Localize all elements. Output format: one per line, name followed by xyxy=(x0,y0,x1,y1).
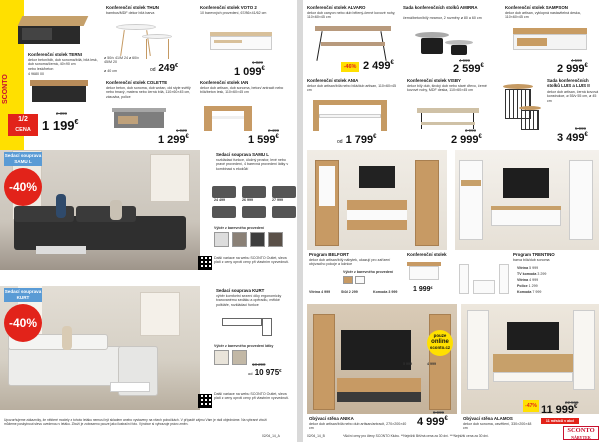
alvaro-price-value: 2 499 xyxy=(363,60,391,72)
kurt-badge xyxy=(4,288,42,302)
kurt-price-value: 10 975 xyxy=(254,368,280,377)
alamos-room-photo xyxy=(461,304,599,414)
anika-price-unit: € xyxy=(444,416,448,422)
amirra-price-unit: € xyxy=(480,63,484,69)
ian-price xyxy=(248,134,279,146)
luis-desc: dekor dub artisan, černá kovová konstrukce, ø 55/v 55 cm, ø 45 cm xyxy=(547,90,599,103)
amirra-price xyxy=(453,63,484,75)
voto-table-image xyxy=(210,24,280,58)
alamos-note-badge: 11 měsíců v akci xyxy=(541,418,579,424)
trentino-item-3-price: 4 999 xyxy=(529,278,539,282)
sampson-price-value: 2 999 xyxy=(557,63,585,75)
kurt-old-price: 18 290 xyxy=(252,362,266,367)
sampson-table-image xyxy=(513,28,587,54)
trentino-item-2 xyxy=(517,272,546,276)
belfort-side-price-unit: € xyxy=(430,286,433,290)
trentino-item-4-price: 1 299 xyxy=(528,284,538,288)
voto-price-value: 1 099 xyxy=(234,66,262,78)
anika-price xyxy=(417,416,448,428)
alamos-title: Obývací stěna ALAMOS xyxy=(463,416,513,421)
voto-title: Konferenční stolek VOTO 2 xyxy=(200,5,257,10)
ian-desc: dekor dub artisan, dub sonoma, beton/ antracit nebo bílá/beton lesk, 110×60×45 cm xyxy=(200,86,284,95)
luis-old-price: 5 999 xyxy=(575,126,586,131)
anika-stamp-line1: pouze xyxy=(433,333,447,338)
kurt-title: Sedací souprava KURT xyxy=(216,288,265,293)
visby-price xyxy=(451,134,482,146)
alvaro-table-image xyxy=(315,26,391,62)
trentino-desc: barva bílá/dub sonoma xyxy=(513,258,550,262)
kurt-badge-line2: KURT xyxy=(16,295,30,300)
colette-title: Konferenční stolek COLETTE xyxy=(106,80,168,85)
thun-title: Konferenční stolek THUN xyxy=(106,5,159,10)
belfort-item-2-price: 2 299 xyxy=(348,290,358,294)
terni-code: 4 9680 00 xyxy=(28,72,44,76)
terni-desc: dekor beton/tdb, dub sonoma/bílá, bílá lesk, dub sonoma/černá, 40×90 cm xyxy=(28,58,98,67)
kurt-swatch-2 xyxy=(232,350,247,365)
belfort-swatch-2 xyxy=(355,276,365,284)
anika-old-price: 8 999 xyxy=(433,410,444,415)
trentino-item-5 xyxy=(517,290,541,294)
samu-swatch-1 xyxy=(214,232,229,247)
trentino-item-4-name: Police xyxy=(517,284,528,288)
belfort-item-1 xyxy=(309,290,330,294)
samu-price-3: 27 999 xyxy=(272,198,283,202)
terni-price-value: 1 199 xyxy=(42,118,75,133)
samu-badge-line1: Sedací souprava xyxy=(4,153,42,158)
belfort-item-1-price: 4 999 xyxy=(321,290,331,294)
sconto-vertical-logo: SCONTO xyxy=(2,74,9,104)
sampson-title: Konferenční stolek SAMPSON xyxy=(505,5,568,10)
samu-qr-code xyxy=(198,256,212,270)
kurt-price xyxy=(248,368,282,377)
voto-price-unit: € xyxy=(261,66,265,72)
thun-sizes: ø 50/v 41/M 24 ø 60/v 45/M 20 xyxy=(104,56,139,65)
visby-desc: dekor bílý dub, široký dub nebo staré dřevo, černé kovové nohy, MDF deska, 110×60×45 cm xyxy=(407,84,487,93)
right-footer-disclaimer: *Akční ceny pro členy SCONTO Klubu. **Nejnižší Běžná cena za 30 dní. ***Nejnižší cena za 30 dní. xyxy=(343,434,489,438)
ian-price-value: 1 599 xyxy=(248,134,276,146)
trentino-title: Program TRENTINO xyxy=(513,252,555,257)
alamos-desc: dekor dub sonoma, osvětlení, 330×200×48 cm xyxy=(463,422,532,431)
belfort-desc: dekor dub artisan/bílý nábytek, ukazují pro zařízení obývacího pokoje a ložnice xyxy=(309,258,391,267)
alvaro-title: Konferenční stolek ALVARO xyxy=(307,5,366,10)
ania-price-unit: € xyxy=(373,134,377,140)
belfort-item-3 xyxy=(373,290,397,294)
colette-price-unit: € xyxy=(185,134,189,140)
sampson-price-unit: € xyxy=(584,63,588,69)
thun-sub: ø 40 cm xyxy=(104,69,117,73)
anika-stamp-line3: sconto.cz xyxy=(429,345,451,350)
voto-price xyxy=(234,66,265,78)
amirra-old-price: 4 999 xyxy=(459,58,470,63)
ania-desc: dekor dub artisan/bílá nebo bílá/dub artisan, 110×60×45 cm xyxy=(307,84,397,93)
logo-line2: NÁBYTEK xyxy=(571,435,591,440)
alamos-price-value: 11 999 xyxy=(541,404,575,416)
alamos-discount-badge: -47% xyxy=(523,400,539,412)
anika-title: Obývací stěna ANIKA xyxy=(309,416,354,421)
voto-old-price: 1 829 xyxy=(252,60,263,65)
trentino-item-4 xyxy=(517,284,538,288)
kurt-price-unit: € xyxy=(279,368,282,373)
trentino-item-5-price: 7 999 xyxy=(532,290,542,294)
alvaro-price xyxy=(363,60,394,72)
luis-price xyxy=(557,132,588,144)
samu-desc: rozkládací funkce, úložný prostor, levé nebo pravé provedení, 4 barevná provedení látky v kombinaci s ekokůží xyxy=(216,158,289,171)
trentino-furniture-lineup xyxy=(459,264,511,294)
belfort-side-price xyxy=(413,286,433,293)
amirra-table-image xyxy=(415,30,475,56)
ian-title: Konferenční stolek IAN xyxy=(200,80,249,85)
visby-title: Konferenční stolek VISBY xyxy=(407,78,461,83)
trentino-item-3-name: Vitrína xyxy=(517,278,529,282)
belfort-item-2 xyxy=(341,290,358,294)
alamos-old-price: 22 599 xyxy=(565,400,579,405)
thun-price xyxy=(150,63,178,74)
thun-price-value: 249 xyxy=(158,63,176,74)
samu-badge xyxy=(4,152,42,166)
belfort-item-3-name: Komoda xyxy=(373,290,388,294)
left-page-code: 02/04_14_A xyxy=(262,434,280,438)
luis-table-image xyxy=(503,84,543,134)
left-leaflet-page xyxy=(0,0,297,442)
terni-half-price-badge xyxy=(8,114,38,136)
anika-stamp-line2: online xyxy=(431,339,449,345)
trentino-item-2-name: TV komoda xyxy=(517,272,537,276)
kurt-price-prefix: od xyxy=(248,371,253,376)
kurt-desc: výběr komfortní sezení díky ergonomicky tvarovanému sedáku a opěradlu, měkké polštáře, rozkládací funkce xyxy=(216,294,282,307)
sampson-desc: dekor dub artisan, vyklopná nastavitelná deska, 110×60×45 cm xyxy=(505,11,581,20)
belfort-item-1-name: Vitrína xyxy=(309,290,321,294)
right-page-code: 02/04_14_B xyxy=(307,434,325,438)
ania-price-value: 1 799 xyxy=(345,134,374,146)
colette-old-price: 1 929 xyxy=(176,128,187,133)
anika-price-value: 4 999 xyxy=(417,416,445,428)
kurt-discount-badge: -40% xyxy=(4,304,42,342)
samu-price-1: 24 499 xyxy=(214,198,225,202)
samu-discount-badge: -40% xyxy=(4,168,42,206)
thun-price-prefix: od xyxy=(150,67,156,73)
thun-desc: bambus/MDF dekor bílá barva xyxy=(106,11,155,15)
anika-room-photo xyxy=(307,304,457,414)
luis-title: Sada konferenčních stolků LUIS a LUIS II xyxy=(547,78,590,88)
belfort-item-2-name: Stůl xyxy=(341,290,348,294)
terni-wood-table xyxy=(30,80,88,104)
anika-online-stamp xyxy=(427,330,453,356)
kurt-legend: Výběr z barevného provedení látky xyxy=(214,344,274,348)
thun-price-unit: € xyxy=(175,63,179,69)
amirra-price-value: 2 599 xyxy=(453,63,481,75)
samu-swatch-2 xyxy=(232,232,247,247)
sconto-logo xyxy=(563,426,599,440)
trentino-room-photo xyxy=(455,150,599,250)
kurt-swatch-1 xyxy=(214,350,229,365)
trentino-item-1 xyxy=(517,266,538,270)
kurt-qr-code xyxy=(198,394,212,408)
alamos-price-unit: € xyxy=(574,404,578,410)
right-leaflet-page xyxy=(303,0,600,442)
trentino-item-1-name: Vitrína xyxy=(517,266,529,270)
terni-table-image xyxy=(14,6,94,50)
belfort-item-3-price: 3 999 xyxy=(388,290,398,294)
ania-table-image xyxy=(313,100,387,132)
anika-extra-price-1: 5 999 xyxy=(403,362,412,366)
belfort-side-title: Konferenční stolek xyxy=(407,252,447,257)
amirra-desc: černá/beton/bílý mramor, 2 rozměry ø 80 a 60 cm xyxy=(403,16,482,20)
visby-old-price: 3 999 xyxy=(465,128,476,133)
trentino-item-5-name: Komoda xyxy=(517,290,532,294)
belfort-side-price-value: 1 999 xyxy=(413,286,431,293)
logo-line1: SCONTO xyxy=(567,427,595,434)
samu-swatch-3 xyxy=(250,232,265,247)
samu-title: Sedací souprava SAMU L xyxy=(216,152,269,157)
terni-price-unit: € xyxy=(74,118,79,126)
alvaro-discount-badge: -46% xyxy=(341,62,359,72)
anika-desc: dekor dub artisan/bílá nebo dub artisan/antracit, 270×200×40 cm xyxy=(309,422,407,431)
colette-desc: dekor beton, dub sonoma, dub wotan, old style světlý nebo tmavý, matera nebo černá bílá, 110×60×45 cm, zásuvka, police xyxy=(106,86,191,99)
amirra-title: Sada konferenčních stolků AMIRRA xyxy=(403,5,478,10)
ania-price-prefix: od xyxy=(337,139,343,145)
terni-price xyxy=(42,118,79,133)
ania-price xyxy=(337,134,377,146)
trentino-item-2-price: 3 299 xyxy=(537,272,547,276)
alvaro-desc: dekor dub canyon nebo dub bělený-černé kovové nohy, 110×60×45 cm xyxy=(307,11,396,20)
ian-table-image xyxy=(204,106,252,132)
half-label-bottom: CENA xyxy=(15,127,31,133)
sampson-old-price: 4 599 xyxy=(571,58,582,63)
alvaro-price-unit: € xyxy=(390,60,394,66)
colette-price-value: 1 299 xyxy=(158,134,186,146)
sampson-price xyxy=(557,63,588,75)
visby-table-image xyxy=(417,108,479,130)
samu-price-2: 26 999 xyxy=(242,198,253,202)
visby-price-value: 2 999 xyxy=(451,134,479,146)
terni-old-price: 2 399 xyxy=(56,111,67,116)
samu-note: Další variace na webu SCONTO Outlet, sleva platí z ceny oproti ceny při vlastním vyzvednutí. xyxy=(214,256,290,265)
voto-desc: 10 barevných provedení, 67/86×41/62 cm xyxy=(200,11,267,15)
alamos-price xyxy=(541,404,577,416)
belfort-room-photo xyxy=(307,150,447,250)
samu-legend: Výběr z barevného provedení xyxy=(214,226,265,230)
trentino-item-1-price: 5 999 xyxy=(529,266,539,270)
luis-price-unit: € xyxy=(584,132,588,138)
terni-sub: nebo lesk/beton xyxy=(28,67,54,71)
belfort-side-table-image xyxy=(407,262,441,284)
kurt-badge-line1: Sedací souprava xyxy=(4,289,42,294)
luis-price-value: 3 499 xyxy=(557,132,585,144)
samu-swatch-4 xyxy=(268,232,283,247)
half-label-top: 1/2 xyxy=(18,116,28,123)
trentino-item-3 xyxy=(517,278,538,282)
belfort-title: Program BELFORT xyxy=(309,252,350,257)
anika-extra-price-2: 4 999 xyxy=(427,362,436,366)
samu-room-photo xyxy=(0,150,200,270)
visby-price-unit: € xyxy=(478,134,482,140)
terni-title: Konferenční stolek TERNI xyxy=(28,52,82,57)
colette-price xyxy=(158,134,189,146)
left-footer-disclaimer: Upozorňujeme zákazníky, že některé modely z tohoto letáku nemusí být skladem anebo vystaveny na všech pobočkách. V případě zájmu Vám je rádi objednáme. Na vybrané zboží můžeme poskytnout slevu uvedenou v letáku. Zboží je zobrazeno pouze jako ilustrační foto. Výrobce si vyhrazuje právo změn. xyxy=(4,418,267,426)
ian-old-price: 2 499 xyxy=(268,128,279,133)
samu-badge-line2: SAMU L xyxy=(14,159,32,164)
kurt-sofa-diagram xyxy=(222,318,278,338)
belfort-legend: Výběr z barevného provedení xyxy=(343,270,394,274)
ian-price-unit: € xyxy=(275,134,279,140)
colette-table-image xyxy=(112,108,166,130)
ania-title: Konferenční stolek ANIA xyxy=(307,78,359,83)
belfort-swatch-1 xyxy=(343,276,353,284)
kurt-note: Další variace na webu SCONTO Outlet, sleva platí z ceny oproti ceny při vlastním vyzvednutí. xyxy=(214,392,290,401)
